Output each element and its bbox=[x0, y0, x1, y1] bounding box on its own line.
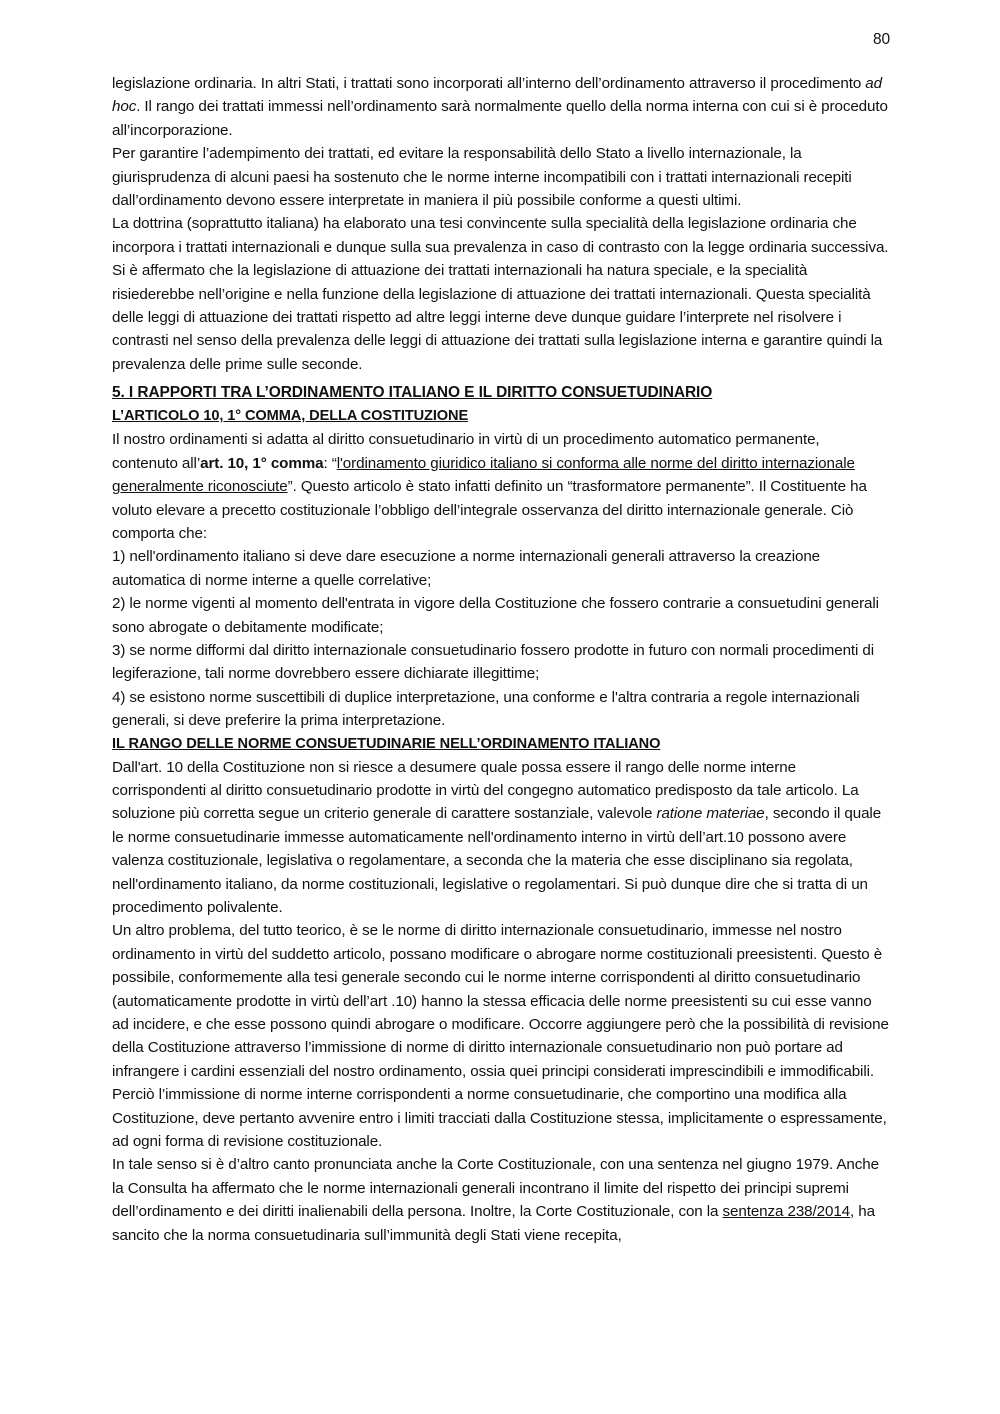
paragraph bbox=[112, 428, 889, 545]
paragraph bbox=[112, 756, 889, 920]
paragraph bbox=[112, 1153, 889, 1247]
text-segment: Dall'art. 10 della Costituzione non si riesce a desumere quale possa essere il rango delle norme interne corrispondenti al diritto consuetudinario prodotte in virtù del congegno automatico predisposto da tale articolo. La soluzione più corretta segue un criterio generale di carattere sostanziale, valevole bbox=[112, 758, 859, 823]
page-number: 80 bbox=[872, 31, 890, 48]
text-segment: . Il rango dei trattati immessi nell’ordinamento sarà normalmente quello della norma interna con cui si è proceduto all’incorporazione. bbox=[112, 98, 888, 139]
subsection-heading: IL RANGO DELLE NORME CONSUETUDINARIE NELL’ORDINAMENTO ITALIANO bbox=[112, 735, 661, 752]
paragraph: Un altro problema, del tutto teorico, è se le norme di diritto internazionale consuetudinario, immesse nel nostro ordinamento in virtù del suddetto articolo, possano modificare o abrogare norme costituzionali preesistenti. Questo è possibile, conformemente alla tesi generale secondo cui le norme interne corrispondenti al diritto consuetudinario (automaticamente prodotte in virtù dell’art .10) hanno la stessa efficacia delle norme preesistenti su cui esse vanno ad incidere, e che esse possono quindi abrogare o modificare. Occorre aggiungere però che la possibilità di revisione della Costituzione attraverso l’immissione di norme di diritto internazionale consuetudinario non può portare ad infrangere i cardini essenziali del nostro ordinamento, ossia quei principi considerati imprescindibili e immodificabili. Perciò l’immissione di norme interne corrispondenti a norme consuetudinarie, che comportino una modifica alla Costituzione, deve pertanto avvenire entro i limiti tracciati dalla Costituzione stessa, implicitamente o espressamente, ad ogni forma di revisione costituzionale. bbox=[112, 922, 889, 1151]
section-heading: 5. I RAPPORTI TRA L’ORDINAMENTO ITALIANO E IL DIRITTO CONSUETUDINARIO bbox=[112, 384, 713, 402]
text-segment: In tale senso si è d’altro canto pronunciata anche la Corte Costituzionale, con una sentenza nel giugno 1979. Anche la Consulta ha affermato che le norme internazionali generali incontrano il limite del rispetto dei principi supremi dell’ordinamento e dei diritti inalienabili della persona. Inoltre, la Corte Costituzionale, con la bbox=[112, 1156, 879, 1221]
list-item: 4) se esistono norme suscettibili di duplice interpretazione, una conforme e l'altra contraria a regole internazionali generali, si deve preferire la prima interpretazione. bbox=[112, 688, 860, 730]
italic-term: ratione materiae bbox=[656, 805, 765, 823]
text-segment: Il nostro ordinamenti si adatta al diritto consuetudinario in virtù di un procedimento automatico permanente, contenuto all’ bbox=[112, 431, 820, 472]
paragraph-line: legislazione ordinaria. In altri Stati, i trattati sono incorporati all’interno dell’ordinamento attraverso il bbox=[112, 75, 767, 92]
paragraph: Per garantire l’adempimento dei trattati, ed evitare la responsabilità dello Stato a livello internazionale, la giurisprudenza di alcuni paesi ha sostenuto che le norme interne incompatibili con i trattati internazionali recepiti dall’ordinamento devono essere interpretate in maniera il più possibile conforme a questi ultimi. bbox=[112, 145, 852, 210]
text-segment: , ha sancito che la norma consuetudinaria sull’immunità degli Stati viene recepita, bbox=[112, 1203, 875, 1244]
text-segment: procedimento bbox=[770, 75, 866, 92]
list-item: 3) se norme difformi dal diritto internazionale consuetudinario fossero prodotte in futuro con normali procedimenti di legiferazione, tali norme dovrebbero essere dichiarate illegittime; bbox=[112, 641, 875, 683]
list-item: 2) le norme vigenti al momento dell'entrata in vigore della Costituzione che fossero contrarie a consuetudini generali sono abrogate o debitamente modificate; bbox=[112, 595, 879, 636]
italic-term: ad hoc bbox=[112, 75, 882, 116]
underlined-quote: l'ordinamento giuridico italiano si conforma alle norme del diritto internazionale generalmente riconosciute bbox=[112, 454, 855, 496]
subsection-heading: L’ARTICOLO 10, 1° COMMA, DELLA COSTITUZIONE bbox=[112, 408, 469, 425]
paragraph bbox=[112, 72, 889, 142]
list-item: 1) nell'ordinamento italiano si deve dare esecuzione a norme internazionali generali attraverso la creazione automatica di norme interne a quelle correlative; bbox=[112, 548, 821, 589]
bold-reference: art. 10, 1° comma bbox=[200, 454, 324, 472]
page-body bbox=[112, 72, 889, 1247]
sentence-link[interactable]: sentenza 238/2014 bbox=[722, 1203, 851, 1221]
text-segment: , secondo il quale le norme consuetudinarie immesse automaticamente nell'ordinamento interno in virtù dell’art.10 possono avere valenza costituzionale, legislativa o regolamentare, a seconda che la materia che esse disciplinano sia regolata, nell'ordinamento italiano, da norme costituzionali, legislative o regolamentari. Si può dunque dire che si tratta di un procedimento polivalente. bbox=[112, 805, 882, 916]
paragraph: La dottrina (soprattutto italiana) ha elaborato una tesi convincente sulla specialità della legislazione ordinaria che incorpora i trattati internazionali e dunque sulla sua prevalenza in caso di contrasto con la legge ordinaria successiva. Si è affermato che la legislazione di attuazione dei trattati internazionali ha natura speciale, e la specialità risiederebbe nell’origine e nella funzione della legislazione di attuazione dei trattati internazionali. Questa specialità delle leggi di attuazione dei trattati rispetto ad altre leggi interne deve dunque guidare l’interprete nel risolvere i contrasti nel senso della prevalenza delle leggi di attuazione dei trattati sulla legislazione interna e garantire quindi la prevalenza delle prime sulle seconde. bbox=[112, 215, 889, 373]
text-segment: : “ bbox=[323, 454, 337, 472]
text-segment: ”. Questo articolo è stato infatti definito un “trasformatore permanente”. Il Costituente ha voluto elevare a precetto costituzionale l’obbligo dell’integrale osservanza del diritto internazionale generale. Ciò comporta che: bbox=[112, 478, 867, 542]
